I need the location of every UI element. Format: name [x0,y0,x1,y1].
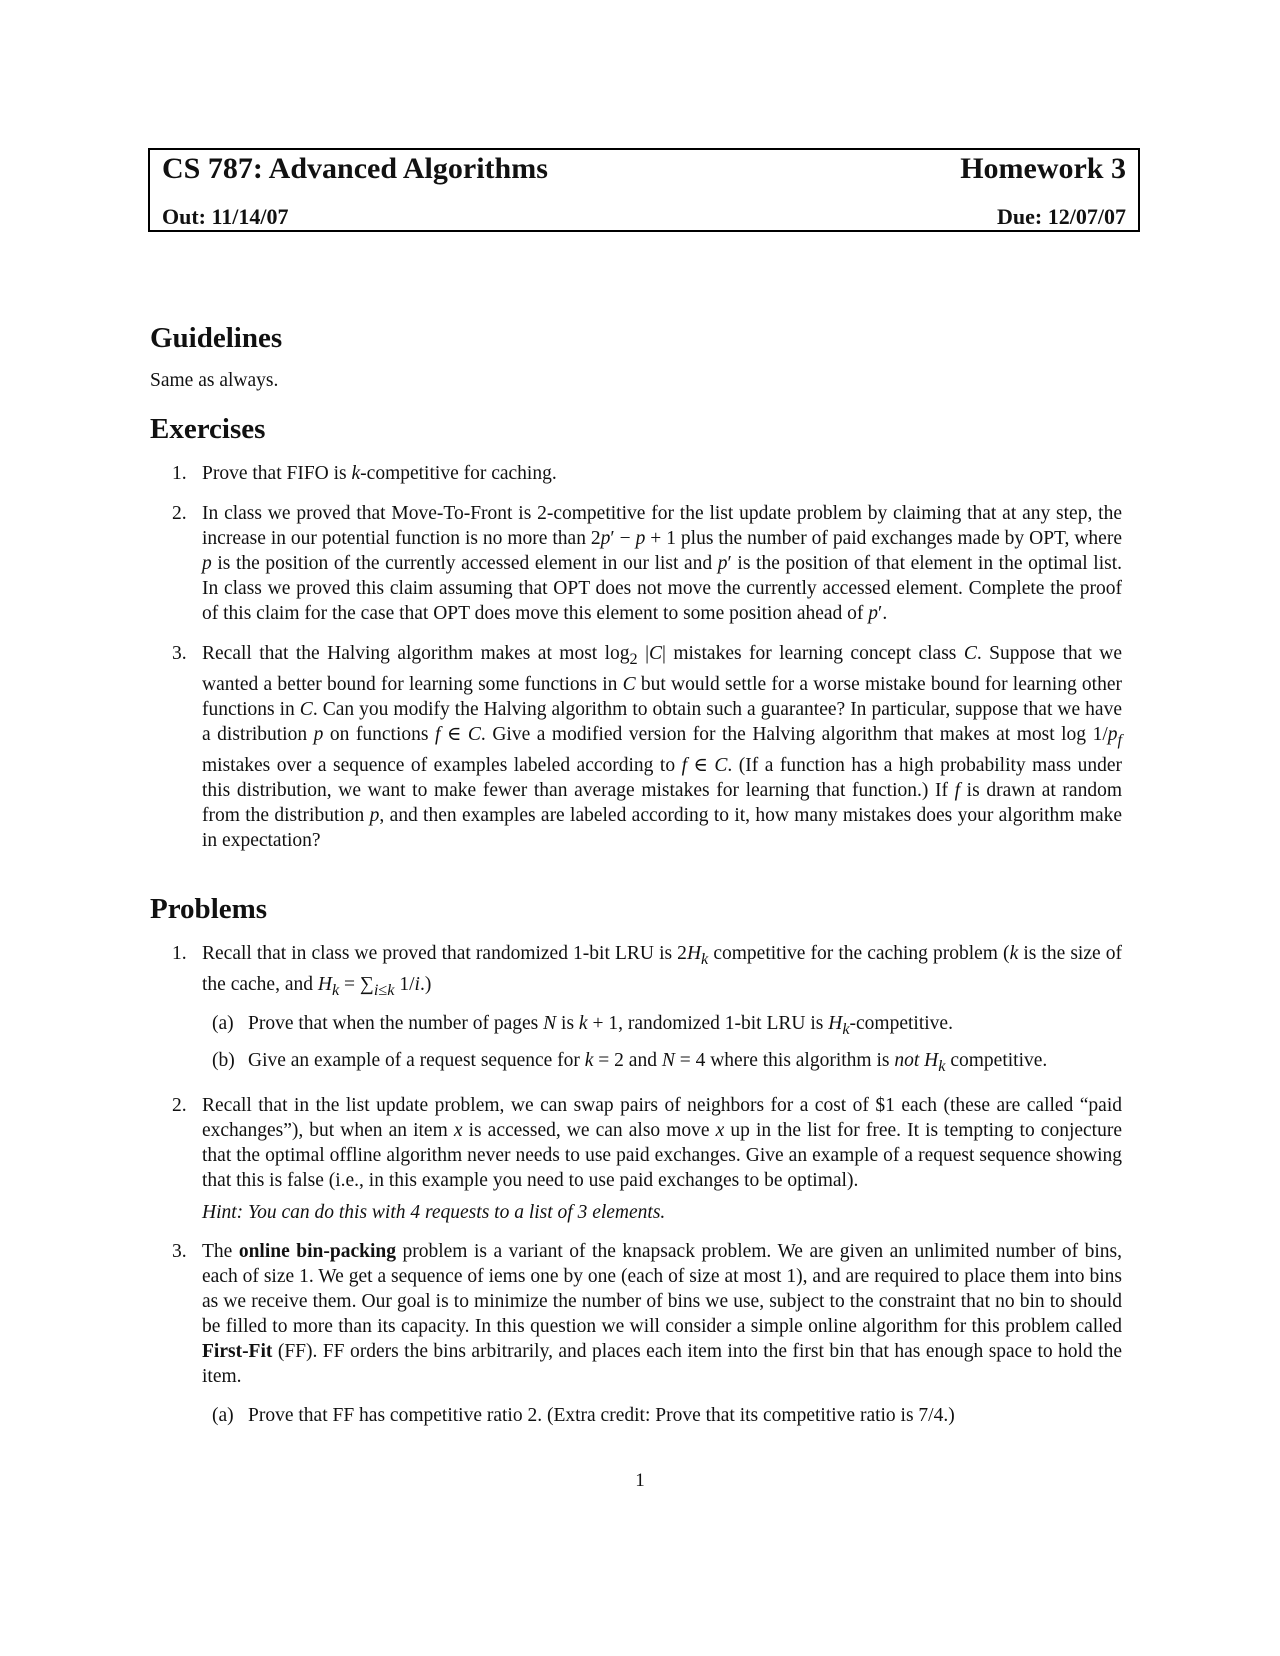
course-title: CS 787: Advanced Algorithms [162,152,548,185]
exercise-text: Recall that the Halving algorithm makes at most $\log_2 |C|$ mistakes for learning concept class C. Suppose that we wanted a better bound for learning some functions in C but would settle for a worse mistake bound for learning other functions in C. Can you modify the Halving algorithm to obtain such a guarantee? In particular, suppose that we have a distribution p on functions f ∈ C. Give a modified version for the Halving algorithm that makes at most $\log 1/p_f$ mistakes over a sequence of examples labeled according to f ∈ C. (If a function has a high probability mass under this distribution, we want to make fewer than average mistakes for learning that function.) If f is drawn at random from the distribution p, and then examples are labeled according to it, how many mistakes does your algorithm make in expectation? [202,643,1123,851]
problems-list [150,941,1122,1429]
exercise-number: 2. [172,503,187,524]
document-body [150,318,1122,1435]
problem-number: 2. [172,1095,187,1117]
header-box [148,148,1140,232]
exercise-text: Prove that FIFO is k-competitive for caching. [202,463,557,484]
subpart-label: (a) [212,1012,234,1034]
problem-number: 3. [172,1241,187,1263]
subpart-text: Give an example of a request sequence for k = 2 and N = 4 where this algorithm is not $H_k$ competitive. [248,1050,1048,1076]
exercises-heading: Exercises [150,413,266,445]
problems-heading: Problems [150,892,268,925]
subpart-item [202,1403,1122,1428]
homework-title: Homework 3 [960,152,1126,185]
subpart-text: Prove that FF has competitive ratio 2. (Extra credit: Prove that its competitive ratio is 7/4.) [248,1405,955,1427]
exercise-text: In class we proved that Move-To-Front is 2-competitive for the list update problem by claiming that at any step, the increase in our potential function is no more than 2p′ − p + 1 plus the number of paid exchanges made by OPT, where p is the position of the currently accessed element in our list and p′ is the position of that element in the optimal list. In class we proved this claim assuming that OPT does not move the currently accessed element. Complete the proof of this claim for the case that OPT does move this element to some position ahead of p′. [202,503,1122,624]
header-bottom-row [162,204,1126,230]
exercise-item [150,501,1122,626]
problem-text: Recall that in the list update problem, we can swap pairs of neighbors for a cost of $1 each (these are called “paid exchanges”), but when an item x is accessed, we can also move x up in the list for free. It is tempting to conjecture that the optimal offline algorithm never needs to use paid exchanges. Give an example of a request sequence showing that this is false (i.e., in this example you need to use paid exchanges to be optimal). [202,1095,1123,1192]
guidelines-text: Same as always. [150,370,279,391]
page-number: 1 [635,1470,645,1491]
subpart-label: (b) [212,1050,235,1072]
exercise-number: 1. [172,463,187,484]
subpart-item [202,1048,1122,1079]
problem-hint: Hint: You can do this with 4 requests to a list of 3 elements. [202,1202,666,1224]
problem-subparts [202,1403,1122,1428]
exercises-list [150,461,1122,853]
out-date: Out: 11/14/07 [162,204,289,229]
exercise-item [150,641,1122,853]
problem-item [150,1093,1122,1225]
problem-subparts [202,1011,1122,1080]
header-top-row [162,152,1126,186]
subpart-item [202,1011,1122,1042]
due-date: Due: 12/07/07 [997,204,1126,229]
exercise-item [150,461,1122,486]
exercise-number: 3. [172,643,187,664]
guidelines-heading: Guidelines [150,322,283,354]
problem-text: Recall that in class we proved that randomized 1-bit LRU is $2H_k$ competitive for the caching problem (k is the size of the cache, and $H_k = \sum_{i\le k}$ 1/i.) [202,942,1122,999]
problem-text: The online bin-packing problem is a variant of the knapsack problem. We are given an unlimited number of bins, each of size 1. We get a sequence of iems one by one (each of size at most 1), and are required to place them into bins as we receive them. Our goal is to minimize the number of bins we use, subject to the constraint that no bin to should be filled to more than its capacity. In this question we will consider a simple online algorithm for this problem called First-Fit (FF). FF orders the bins arbitrarily, and places each item into the first bin that has enough space to hold the item. [202,1241,1122,1388]
problem-item [150,1239,1122,1428]
problem-number: 1. [172,942,187,964]
subpart-label: (a) [212,1405,234,1427]
problem-item [150,941,1122,1080]
subpart-text: Prove that when the number of pages N is k + 1, randomized 1-bit LRU is $H_k$-competitive. [248,1012,953,1038]
